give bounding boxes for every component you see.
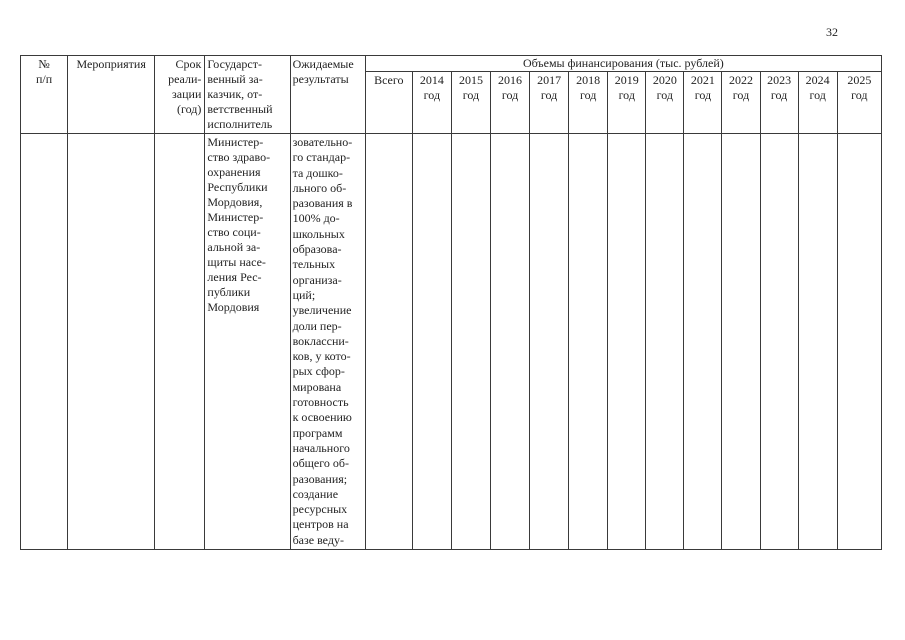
header-total: Всего (365, 72, 412, 134)
cell-financing-2017 (530, 134, 569, 550)
cell-financing-2024 (798, 134, 837, 550)
cell-financing-2021 (684, 134, 722, 550)
header-year-2020: 2020 год (646, 72, 684, 134)
cell-results: зовательно- го стандар- та дошко- льного об- разования в 100% до- школьных образова- тельных организа- ций; увеличение доли пер- воклассни- ков, у кото- рых сфор- мирована готовность к освоению программ начального общего об- разования; создание ресурсных центров на базе веду- (290, 134, 365, 550)
header-year-2017: 2017 год (530, 72, 569, 134)
header-year-2024: 2024 год (798, 72, 837, 134)
cell-financing-2023 (760, 134, 798, 550)
header-year-2014: 2014 год (412, 72, 451, 134)
cell-financing-2015 (451, 134, 490, 550)
header-year-2016: 2016 год (490, 72, 529, 134)
table-row (21, 134, 882, 550)
cell-term (155, 134, 205, 550)
header-results: Ожидаемые результаты (290, 56, 365, 134)
header-customer: Государст- венный за- казчик, от- ветственный исполнитель (205, 56, 290, 134)
cell-financing-2022 (722, 134, 760, 550)
header-num: № п/п (21, 56, 68, 134)
header-year-2023: 2023 год (760, 72, 798, 134)
cell-financing-total (365, 134, 412, 550)
cell-financing-2014 (412, 134, 451, 550)
cell-financing-2025 (837, 134, 881, 550)
cell-customer: Министер- ство здраво- охранения Республики Мордовия, Министер- ство соци- альной за- щиты насе- ления Рес- публики Мордовия (205, 134, 290, 550)
financing-plan-table (20, 55, 882, 550)
header-financing-group: Объемы финансирования (тыс. рублей) (365, 56, 881, 72)
cell-num (21, 134, 68, 550)
header-year-2015: 2015 год (451, 72, 490, 134)
header-year-2019: 2019 год (608, 72, 646, 134)
page-number: 32 (826, 25, 838, 39)
cell-financing-2020 (646, 134, 684, 550)
header-year-2022: 2022 год (722, 72, 760, 134)
cell-measures (68, 134, 155, 550)
header-year-2018: 2018 год (569, 72, 608, 134)
cell-financing-2018 (569, 134, 608, 550)
cell-financing-2019 (608, 134, 646, 550)
header-measures: Мероприятия (68, 56, 155, 134)
header-year-2021: 2021 год (684, 72, 722, 134)
cell-financing-2016 (490, 134, 529, 550)
header-year-2025: 2025 год (837, 72, 881, 134)
header-term: Срок реали- зации (год) (155, 56, 205, 134)
